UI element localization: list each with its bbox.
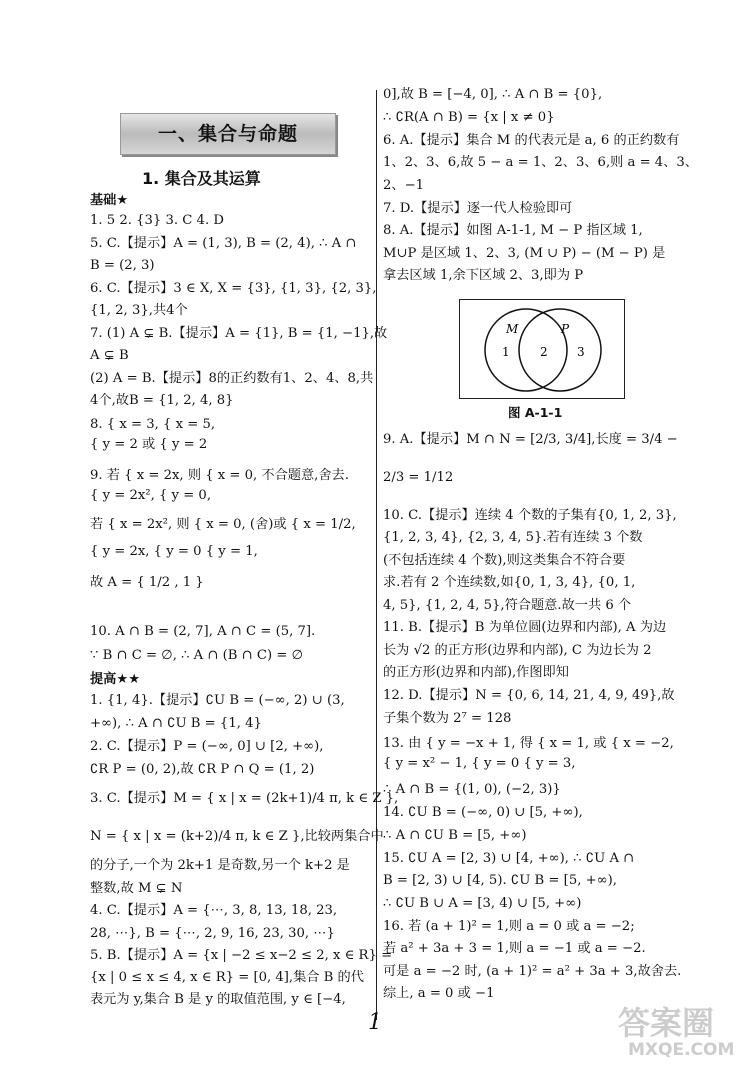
region-2: 2 bbox=[540, 345, 548, 359]
left-text-line: 表元为 y,集合 B 是 y 的取值范围, y ∈ [−4, bbox=[90, 992, 346, 1007]
column-divider bbox=[376, 90, 377, 1020]
left-text-line: 4. C.【提示】A = {⋯, 3, 8, 13, 18, 23, bbox=[90, 903, 338, 918]
left-text-line: 8. { x = 3, { x = 5, bbox=[90, 417, 216, 432]
right-text-line: ∴ ∁U B ∪ A = [3, 4) ∪ [5, +∞) bbox=[383, 896, 582, 911]
right-text-line: {1, 2, 3, 4}, {2, 3, 4, 5}.若有连续 3 个数 bbox=[383, 530, 643, 545]
right-text-line: 拿去区域 1,余下区域 2、3,即为 P bbox=[383, 268, 584, 283]
left-text-line: ∵ B ∩ C = ∅, ∴ A ∩ (B ∩ C) = ∅ bbox=[90, 648, 304, 663]
right-text-line: 15. ∁U A = [2, 3) ∪ [4, +∞), ∴ ∁U A ∩ bbox=[383, 851, 635, 866]
left-text-line: 的分子,一个为 2k+1 是奇数,另一个 k+2 是 bbox=[90, 858, 350, 873]
left-text-line: 1. 5 2. {3} 3. C 4. D bbox=[90, 213, 224, 228]
left-text-line: 3. C.【提示】M = { x | x = (2k+1)/4 π, k ∈ Z }, bbox=[90, 791, 399, 806]
right-text-line: 4, 5}, {1, 2, 4, 5},符合题意.故一共 6 个 bbox=[383, 598, 632, 613]
right-text-line: 11. B.【提示】B 为单位圆(边界和内部), A 为边 bbox=[383, 620, 667, 635]
right-text-line: B = [2, 3) ∪ [4, 5). ∁U B = [5, +∞), bbox=[383, 873, 617, 888]
chapter-title-banner bbox=[120, 113, 336, 155]
left-text-line: 10. A ∩ B = (2, 7], A ∩ C = (5, 7]. bbox=[90, 624, 316, 639]
left-text-line: { y = 2x, { y = 0 { y = 1, bbox=[90, 544, 258, 559]
right-text-line: 长为 √2 的正方形(边界和内部), C 为边长为 2 bbox=[383, 643, 652, 658]
left-text-line: 9. 若 { x = 2x, 则 { x = 0, 不合题意,舍去. bbox=[90, 468, 349, 483]
left-text-line: 6. C.【提示】3 ∈ X, X = {3}, {1, 3}, {2, 3}, bbox=[90, 281, 377, 296]
right-text-line: 9. A.【提示】M ∩ N = [2/3, 3/4],长度 = 3/4 − bbox=[383, 432, 678, 447]
left-text-line: 故 A = { 1/2 , 1 } bbox=[90, 575, 204, 590]
left-text-line: { y = 2x², { y = 0, bbox=[90, 488, 212, 503]
right-text-line: 求.若有 2 个连续数,如{0, 1, 3, 4}, {0, 1, bbox=[383, 575, 636, 590]
left-text-line: B = (2, 3) bbox=[90, 258, 155, 273]
right-text-line: 可是 a = −2 时, (a + 1)² = a² + 3a + 3,故舍去. bbox=[383, 964, 682, 979]
right-text-line: ∴ A ∩ B = {(1, 0), (−2, 3)} bbox=[383, 782, 561, 797]
left-text-line: 基础★ bbox=[90, 193, 129, 208]
left-text-line: N = { x | x = (k+2)/4 π, k ∈ Z },比较两集合中 bbox=[90, 829, 384, 844]
region-3: 3 bbox=[577, 345, 585, 359]
left-text-line: ∁R P = (0, 2),故 ∁R P ∩ Q = (1, 2) bbox=[90, 762, 315, 777]
label-p: P bbox=[561, 322, 570, 336]
right-text-line: 0],故 B = [−4, 0], ∴ A ∩ B = {0}, bbox=[383, 87, 603, 102]
page-number: 1 bbox=[368, 1010, 382, 1035]
right-text-line: 若 a² + 3a + 3 = 1,则 a = −1 或 a = −2. bbox=[383, 941, 646, 956]
figure-caption: 图 A-1-1 bbox=[508, 405, 563, 420]
section-title: 1. 集合及其运算 bbox=[142, 169, 261, 188]
left-text-line: A ⊊ B bbox=[90, 348, 129, 363]
right-text-line: 1、2、3、6,故 5 − a = 1、2、3、6,则 a = 4、3、 bbox=[383, 155, 698, 170]
left-text-line: 提高★★ bbox=[90, 672, 141, 687]
left-text-line: 1. {1, 4}.【提示】∁U B = (−∞, 2) ∪ (3, bbox=[90, 693, 345, 708]
right-text-line: 综上, a = 0 或 −1 bbox=[383, 986, 495, 1001]
left-text-line: { y = 2 或 { y = 2 bbox=[90, 437, 208, 452]
left-text-line: 整数,故 M ⊊ N bbox=[90, 881, 183, 896]
right-text-line: 2/3 = 1/12 bbox=[383, 470, 454, 485]
left-text-line: 2. C.【提示】P = (−∞, 0] ∪ [2, +∞), bbox=[90, 739, 324, 754]
right-text-line: 的正方形(边界和内部),作图即知 bbox=[383, 665, 569, 680]
right-text-line: 8. A.【提示】如图 A-1-1, M − P 指区域 1, bbox=[383, 223, 643, 238]
right-text-line: { y = x² − 1, { y = 0 { y = 3, bbox=[383, 756, 576, 771]
right-text-line: 2、−1 bbox=[383, 178, 425, 193]
left-text-line: 5. C.【提示】A = (1, 3), B = (2, 4), ∴ A ∩ bbox=[90, 236, 357, 251]
right-text-line: 13. 由 { y = −x + 1, 得 { x = 1, 或 { x = −2, bbox=[383, 736, 674, 751]
chapter-title: 一、集合与命题 bbox=[157, 123, 298, 145]
right-text-line: (不包括连续 4 个数),则这类集合不符合要 bbox=[383, 553, 626, 568]
venn-svg bbox=[460, 300, 624, 398]
right-text-line: 12. D.【提示】N = {0, 6, 14, 21, 4, 9, 49},故 bbox=[383, 688, 675, 703]
label-m: M bbox=[506, 322, 519, 336]
left-text-line: +∞), ∴ A ∩ ∁U B = {1, 4} bbox=[90, 716, 262, 731]
right-text-line: M∪P 是区域 1、2、3, (M ∪ P) − (M − P) 是 bbox=[383, 246, 666, 261]
left-text-line: 7. (1) A ⊊ B.【提示】A = {1}, B = {1, −1},故 bbox=[90, 326, 388, 341]
left-text-line: 4个,故B = {1, 2, 4, 8} bbox=[90, 393, 234, 408]
right-text-line: 14. ∁U B = (−∞, 0) ∪ [5, +∞), bbox=[383, 805, 583, 820]
right-text-line: 子集个数为 2⁷ = 128 bbox=[383, 711, 512, 726]
right-text-line: 16. 若 (a + 1)² = 1,则 a = 0 或 a = −2; bbox=[383, 919, 635, 934]
right-text-line: ∴ ∁R(A ∩ B) = {x | x ≠ 0} bbox=[383, 110, 555, 125]
venn-diagram bbox=[459, 299, 625, 399]
watermark-url: MXQE.COM bbox=[628, 1040, 735, 1060]
left-text-line: (2) A = B.【提示】8的正约数有1、2、4、8,共 bbox=[90, 371, 374, 386]
left-text-line: {1, 2, 3},共4个 bbox=[90, 303, 188, 318]
region-1: 1 bbox=[502, 345, 510, 359]
right-text-line: ∴ A ∩ ∁U B = [5, +∞) bbox=[383, 828, 527, 843]
right-text-line: 6. A.【提示】集合 M 的代表元是 a, 6 的正约数有 bbox=[383, 133, 680, 148]
right-text-line: 7. D.【提示】逐一代人检验即可 bbox=[383, 201, 573, 216]
left-text-line: {x | 0 ≤ x ≤ 4, x ∈ R} = [0, 4],集合 B 的代 bbox=[90, 970, 364, 985]
right-text-line: 10. C.【提示】连续 4 个数的子集有{0, 1, 2, 3}, bbox=[383, 508, 677, 523]
left-text-line: 5. B.【提示】A = {x | −2 ≤ x−2 ≤ 2, x ∈ R} = bbox=[90, 948, 393, 963]
left-text-line: 28, ⋯}, B = {⋯, 2, 9, 16, 23, 30, ⋯} bbox=[90, 926, 335, 941]
watermark-logo: 答案圈 bbox=[618, 1004, 715, 1042]
left-text-line: 若 { x = 2x², 则 { x = 0, (舍)或 { x = 1/2, bbox=[90, 517, 356, 532]
